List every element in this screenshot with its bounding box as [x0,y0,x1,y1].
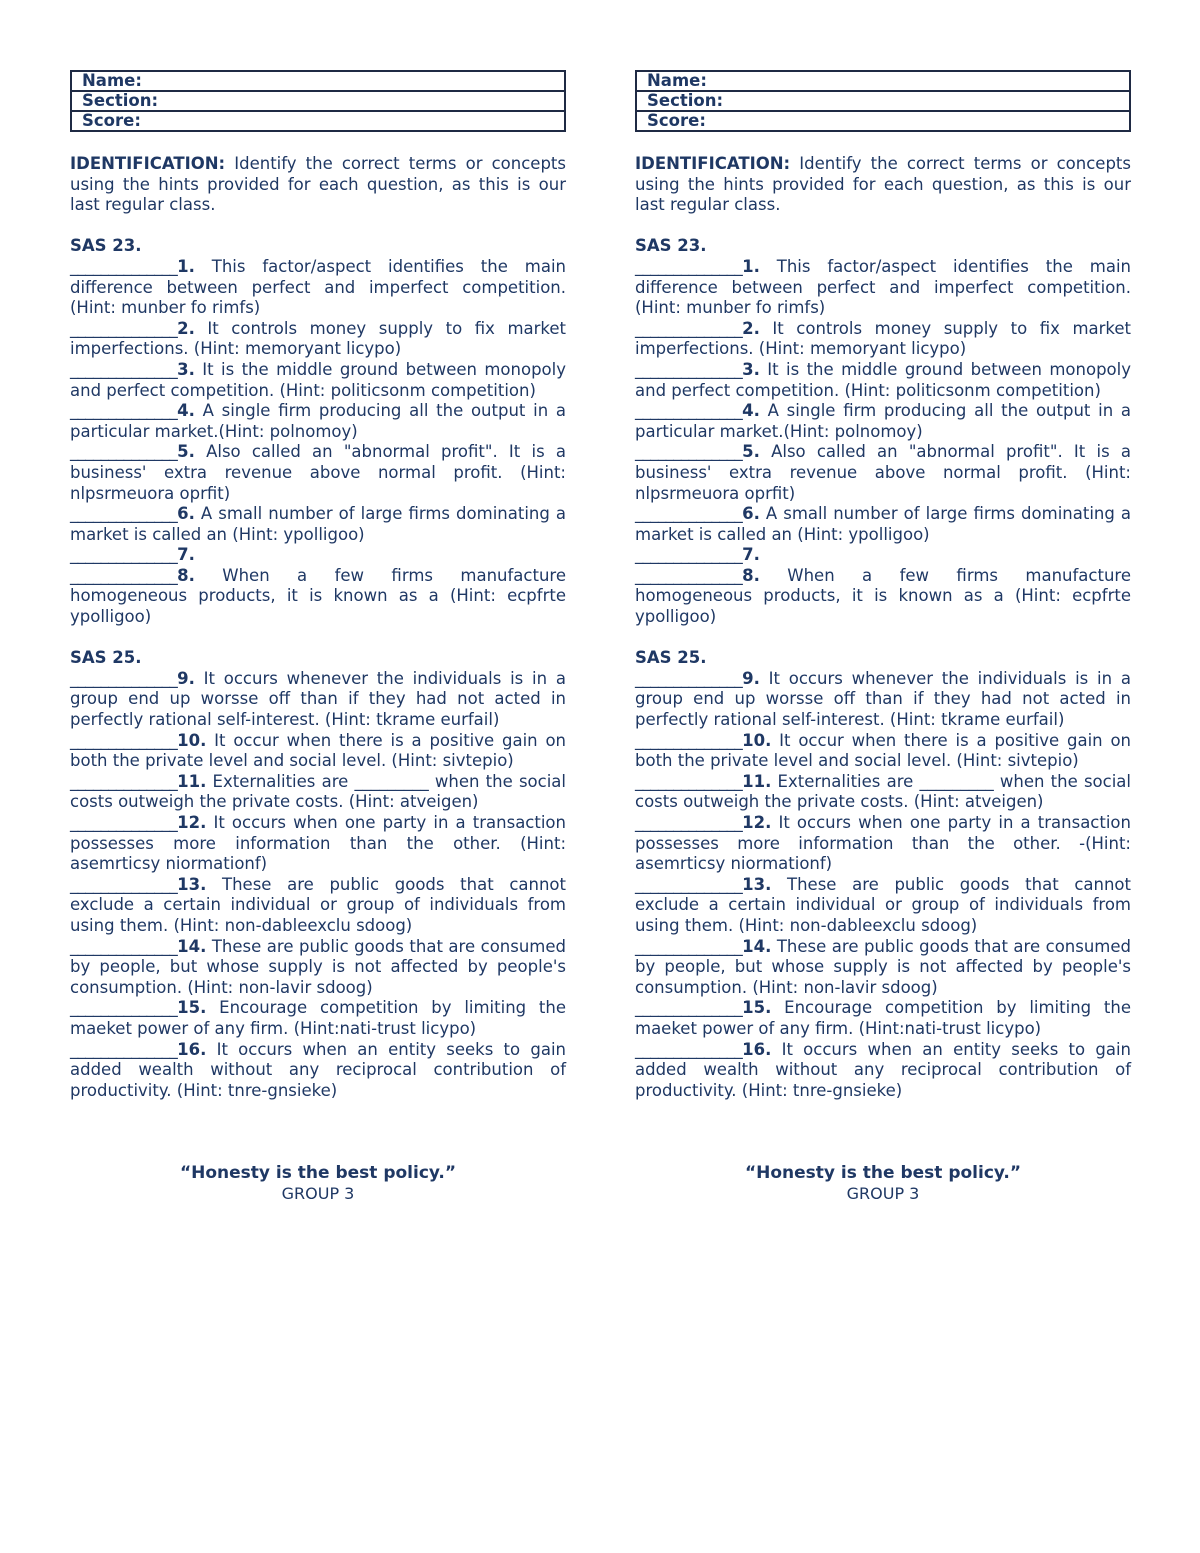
question-number: 2. [742,318,760,338]
question-item [70,937,566,999]
question-text: These are public goods that are consumed by people, but whose supply is not affected by people's consumption. (Hint: non-lavir sdoog) [635,936,1131,997]
question-number: 3. [177,359,195,379]
section-title: SAS 23. [635,236,707,256]
answer-blank: ______________ [70,1039,178,1059]
question-number: 10. [742,730,772,750]
question-item [70,772,566,813]
instructions-lead: IDENTIFICATION: [70,154,226,173]
question-item [635,937,1131,999]
footer [635,1163,1131,1204]
answer-blank: ______________ [70,565,178,585]
question-number: 15. [177,998,207,1018]
answer-blank: ______________ [635,504,743,524]
question-item [635,731,1131,772]
question-item [635,566,1131,628]
question-item [635,442,1131,504]
instructions-lead: IDENTIFICATION: [635,154,791,173]
question-number: 14. [177,936,207,956]
group-label: GROUP 3 [846,1183,920,1203]
question-item [635,669,1131,731]
answer-blank: ______________ [70,504,178,524]
question-number: 5. [742,442,760,462]
question-text: It occurs when one party in a transaction possesses more information than the other. (Hint: asemrticsy niormationf) [70,813,566,874]
question-text: It controls money supply to fix market imperfections. (Hint: memoryant licypo) [635,318,1131,359]
question-number: 14. [742,936,772,956]
answer-blank: ______________ [635,442,743,462]
question-text: Encourage competition by limiting the maeket power of any firm. (Hint:nati-trust licypo) [635,998,1131,1038]
question-text: These are public goods that cannot exclude a certain individual or group of individuals from using them. (Hint: non-dableexclu sdoog) [70,874,566,935]
question-text: Externalities are _________ when the social costs outweigh the private costs. (Hint: atveigen) [635,771,1131,812]
question-item [70,998,566,1039]
answer-blank: ______________ [635,318,743,338]
answer-blank: ______________ [635,545,743,565]
question-text: It is the middle ground between monopoly and perfect competition. (Hint: politicsonm competition) [70,359,566,400]
question-text: Externalities are _________ when the social costs outweigh the private costs. (Hint: atveigen) [70,771,566,812]
question-text: A single firm producing all the output in a particular market.(Hint: polnomoy) [635,401,1131,441]
question-number: 8. [177,565,195,585]
question-text: A small number of large firms dominating a market is called an (Hint: ypolligoo) [635,504,1131,544]
answer-blank: ______________ [70,874,178,894]
section-field: Section: [71,91,565,111]
question-item [635,998,1131,1039]
question-item [70,1040,566,1102]
question-number: 12. [177,813,207,832]
footer [70,1163,566,1204]
name-field: Name: [636,71,1130,91]
answer-blank: ______________ [635,401,743,421]
question-text: Also called an "abnormal profit". It is a business' extra revenue above normal profit. (Hint: nlpsrmeuora oprfit) [70,442,566,503]
question-item [635,319,1131,360]
question-number: 5. [177,442,195,462]
answer-blank: ______________ [635,936,743,956]
question-item [70,442,566,504]
question-text: It occurs when an entity seeks to gain added wealth without any reciprocal contribution of productivity. (Hint: tnre-gnsieke) [635,1039,1131,1100]
question-item [635,875,1131,937]
question-item [70,545,566,566]
answer-blank: ______________ [635,998,743,1018]
score-field: Score: [636,111,1130,131]
motto: “Honesty is the best policy.” [744,1163,1022,1184]
answer-blank: ______________ [635,668,743,688]
answer-blank: ______________ [70,668,178,688]
question-number: 11. [177,771,207,791]
answer-blank: ______________ [70,771,178,791]
question-item [70,813,566,875]
answer-blank: ______________ [70,813,178,832]
question-number: 9. [177,668,195,688]
question-number: 3. [742,359,760,379]
question-number: 7. [177,545,195,565]
question-text: Encourage competition by limiting the maeket power of any firm. (Hint:nati-trust licypo) [70,998,566,1038]
answer-blank: ______________ [70,318,178,338]
question-number: 1. [742,256,760,276]
question-item [70,669,566,731]
question-number: 9. [742,668,760,688]
instructions [635,154,1131,216]
question-number: 12. [742,813,772,832]
name-field: Name: [71,71,565,91]
question-item [70,504,566,545]
question-text: When a few firms manufacture homogeneous products, it is known as a (Hint: ecpfrte ypolligoo) [635,565,1131,627]
question-number: 11. [742,771,772,791]
question-text: It occurs whenever the individuals is in a group end up worsse off than if they had not acted in perfectly rational self-interest. (Hint: tkrame eurfail) [635,668,1131,730]
question-number: 4. [742,401,760,421]
question-text: It occurs when an entity seeks to gain added wealth without any reciprocal contribution of productivity. (Hint: tnre-gnsieke) [70,1039,566,1100]
answer-blank: ______________ [635,730,743,750]
student-info-table [70,70,566,132]
question-item [70,875,566,937]
question-text: These are public goods that are consumed by people, but whose supply is not affected by people's consumption. (Hint: non-lavir sdoog) [70,936,566,997]
student-info-table [635,70,1131,132]
answer-blank: ______________ [70,359,178,379]
question-item [70,566,566,628]
question-item [635,504,1131,545]
question-number: 16. [742,1039,772,1059]
question-number: 4. [177,401,195,421]
question-item [70,257,566,319]
question-number: 15. [742,998,772,1018]
worksheet-copy-left [70,70,566,1205]
question-item [635,257,1131,319]
question-text: A small number of large firms dominating a market is called an (Hint: ypolligoo) [70,504,566,544]
question-number: 13. [177,874,207,894]
question-text: It occurs when one party in a transaction possesses more information than the other. -(Hint: asemrticsy niormationf) [635,813,1131,874]
question-text: It occur when there is a positive gain on both the private level and social level. (Hint: sivtepio) [70,730,566,771]
section-title: SAS 25. [70,648,142,668]
question-number: 7. [742,545,760,565]
question-item [70,360,566,401]
answer-blank: ______________ [70,998,178,1018]
answer-blank: ______________ [635,256,743,276]
group-label: GROUP 3 [281,1183,355,1203]
instructions-text: Identify the correct terms or concepts using the hints provided for each question, as this is our last regular class. [70,154,566,215]
instructions-text: Identify the correct terms or concepts using the hints provided for each question, as this is our last regular class. [635,154,1131,215]
question-item [70,731,566,772]
question-text: It is the middle ground between monopoly and perfect competition. (Hint: politicsonm competition) [635,359,1131,400]
question-item [635,772,1131,813]
question-text: A single firm producing all the output in a particular market.(Hint: polnomoy) [70,401,566,441]
question-number: 13. [742,874,772,894]
question-number: 2. [177,318,195,338]
answer-blank: ______________ [70,730,178,750]
section-title: SAS 23. [70,236,142,256]
motto: “Honesty is the best policy.” [179,1163,457,1184]
answer-blank: ______________ [70,545,178,565]
question-text: This factor/aspect identifies the main difference between perfect and imperfect competition. (Hint: munber fo rimfs) [70,256,566,318]
question-item [70,401,566,442]
question-item [635,1040,1131,1102]
question-item [635,545,1131,566]
question-number: 6. [177,504,195,524]
answer-blank: ______________ [70,442,178,462]
question-number: 16. [177,1039,207,1059]
question-text: It occur when there is a positive gain on both the private level and social level. (Hint: sivtepio) [635,730,1131,771]
answer-blank: ______________ [635,565,743,585]
question-number: 6. [742,504,760,524]
question-number: 1. [177,256,195,276]
question-text: It occurs whenever the individuals is in a group end up worsse off than if they had not acted in perfectly rational self-interest. (Hint: tkrame eurfail) [70,668,566,730]
question-text: It controls money supply to fix market imperfections. (Hint: memoryant licypo) [70,318,566,359]
question-item [635,813,1131,875]
question-number: 8. [742,565,760,585]
instructions [70,154,566,216]
answer-blank: ______________ [70,936,178,956]
section-field: Section: [636,91,1130,111]
question-text: These are public goods that cannot exclude a certain individual or group of individuals from using them. (Hint: non-dableexclu sdoog) [635,874,1131,935]
question-item [635,360,1131,401]
answer-blank: ______________ [70,256,178,276]
score-field: Score: [71,111,565,131]
answer-blank: ______________ [635,359,743,379]
question-text: Also called an "abnormal profit". It is a business' extra revenue above normal profit. (Hint: nlpsrmeuora oprfit) [635,442,1131,503]
answer-blank: ______________ [70,401,178,421]
question-item [70,319,566,360]
answer-blank: ______________ [635,771,743,791]
answer-blank: ______________ [635,874,743,894]
question-item [635,401,1131,442]
answer-blank: ______________ [635,813,743,832]
question-text: This factor/aspect identifies the main difference between perfect and imperfect competition. (Hint: munber fo rimfs) [635,256,1131,318]
section-title: SAS 25. [635,648,707,668]
answer-blank: ______________ [635,1039,743,1059]
question-text: When a few firms manufacture homogeneous products, it is known as a (Hint: ecpfrte ypolligoo) [70,565,566,627]
question-number: 10. [177,730,207,750]
worksheet-copy-right [635,70,1131,1205]
